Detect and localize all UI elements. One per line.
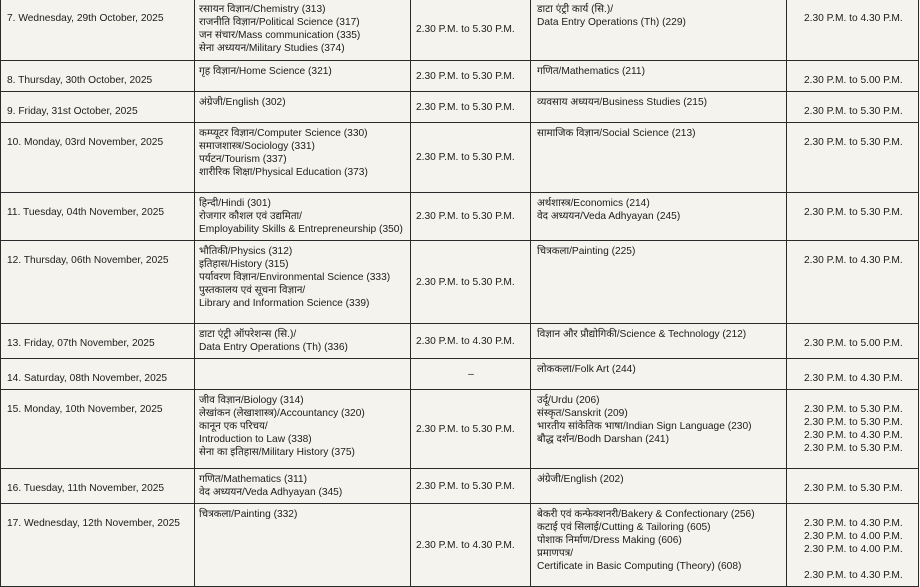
- exam-time-senior-secondary: 2.30 P.M. to 5.30 P.M.: [411, 61, 531, 92]
- exam-date: 14. Saturday, 08th November, 2025: [1, 359, 195, 390]
- subject-line: कानून एक परिचय/: [199, 421, 268, 432]
- subjects-secondary: [531, 241, 787, 324]
- exam-date: 17. Wednesday, 12th November, 2025: [1, 504, 195, 587]
- exam-time-senior-secondary: 2.30 P.M. to 5.30 P.M.: [411, 0, 531, 61]
- subject-line: राजनीति विज्ञान/Political Science (317): [199, 17, 360, 28]
- subjects-secondary: [531, 123, 787, 193]
- time-line: 2.30 P.M. to 4.00 P.M.: [804, 544, 903, 555]
- subject-line: विज्ञान और प्रौद्योगिकी/Science & Technology (212): [537, 329, 747, 340]
- exam-time-senior-secondary: 2.30 P.M. to 5.30 P.M.: [411, 123, 531, 193]
- exam-time-senior-secondary: 2.30 P.M. to 5.30 P.M.: [411, 92, 531, 123]
- table-row: [1, 193, 919, 241]
- exam-time-senior-secondary: 2.30 P.M. to 5.30 P.M.: [411, 469, 531, 504]
- time-line: 2.30 P.M. to 4.30 P.M.: [804, 373, 903, 384]
- subjects-senior-secondary: [195, 0, 411, 61]
- exam-date: 16. Tuesday, 11th November, 2025: [1, 469, 195, 504]
- table-row: [1, 324, 919, 359]
- subject-line: अंग्रेजी/English (202): [537, 474, 624, 485]
- subjects-secondary: [531, 92, 787, 123]
- subjects-senior-secondary: [195, 324, 411, 359]
- subject-line: जीव विज्ञान/Biology (314): [199, 395, 304, 406]
- subjects-senior-secondary: [195, 61, 411, 92]
- subject-line: वेद अध्ययन/Veda Adhyayan (345): [199, 487, 343, 498]
- subjects-senior-secondary: [195, 469, 411, 504]
- exam-time-secondary: [787, 359, 919, 390]
- table-row: [1, 390, 919, 469]
- subjects-senior-secondary: [195, 504, 411, 587]
- subject-line: पोशाक निर्माण/Dress Making (606): [537, 535, 682, 546]
- table-row: [1, 61, 919, 92]
- time-line: 2.30 P.M. to 5.30 P.M.: [804, 106, 903, 117]
- subject-line: हिन्दी/Hindi (301): [199, 198, 271, 209]
- time-line: 2.30 P.M. to 4.00 P.M.: [804, 531, 903, 542]
- subject-line: भौतिकी/Physics (312): [199, 246, 293, 257]
- subject-line: लेखांकन (लेखाशास्त्र)/Accountancy (320): [199, 408, 365, 419]
- subject-line: सामाजिक विज्ञान/Social Science (213): [537, 128, 696, 139]
- table-row: [1, 123, 919, 193]
- exam-date: 8. Thursday, 30th October, 2025: [1, 61, 195, 92]
- subject-line: चित्रकला/Painting (225): [537, 246, 636, 257]
- subject-line: डाटा एंट्री ऑपरेशन्स (सि.)/: [199, 329, 297, 340]
- subject-line: कम्प्यूटर विज्ञान/Computer Science (330): [199, 128, 368, 139]
- subject-line: जन संचार/Mass communication (335): [199, 30, 361, 41]
- subject-line: वेद अध्ययन/Veda Adhyayan (245): [537, 211, 681, 222]
- subject-line: गृह विज्ञान/Home Science (321): [199, 66, 332, 77]
- table-row: [1, 359, 919, 390]
- time-line: 2.30 P.M. to 5.30 P.M.: [804, 483, 903, 494]
- exam-time-senior-secondary: 2.30 P.M. to 4.30 P.M.: [411, 504, 531, 587]
- exam-date: 13. Friday, 07th November, 2025: [1, 324, 195, 359]
- subjects-secondary: [531, 193, 787, 241]
- subjects-secondary: [531, 0, 787, 61]
- subjects-senior-secondary: [195, 241, 411, 324]
- subject-line: प्रमाणपत्र/: [537, 548, 574, 559]
- exam-time-secondary: [787, 61, 919, 92]
- subjects-senior-secondary: [195, 92, 411, 123]
- subject-line: उर्दू/Urdu (206): [537, 395, 600, 406]
- exam-date: 12. Thursday, 06th November, 2025: [1, 241, 195, 324]
- subject-line: Certificate in Basic Computing (Theory) (608): [537, 561, 742, 572]
- subject-line: व्यवसाय अध्ययन/Business Studies (215): [537, 97, 707, 108]
- time-line: 2.30 P.M. to 4.30 P.M.: [804, 518, 903, 529]
- subjects-secondary: [531, 359, 787, 390]
- exam-date: 7. Wednesday, 29th October, 2025: [1, 0, 195, 61]
- exam-time-senior-secondary: 2.30 P.M. to 5.30 P.M.: [411, 390, 531, 469]
- subject-line: अर्थशास्त्र/Economics (214): [537, 198, 650, 209]
- subject-line: समाजशास्त्र/Sociology (331): [199, 141, 315, 152]
- subject-line: बेकरी एवं कन्फेक्शनरी/Bakery & Confectionary (256): [537, 509, 755, 520]
- time-line: 2.30 P.M. to 5.30 P.M.: [804, 443, 903, 454]
- subject-line: भारतीय सांकेतिक भाषा/Indian Sign Language (230): [537, 421, 752, 432]
- subjects-secondary: [531, 324, 787, 359]
- exam-date: 10. Monday, 03rd November, 2025: [1, 123, 195, 193]
- exam-time-secondary: [787, 0, 919, 61]
- subject-line: कटाई एवं सिलाई/Cutting & Tailoring (605): [537, 522, 711, 533]
- subject-line: पर्यावरण विज्ञान/Environmental Science (333): [199, 272, 391, 283]
- subject-line: गणित/Mathematics (211): [537, 66, 645, 77]
- exam-date: 11. Tuesday, 04th November, 2025: [1, 193, 195, 241]
- time-line: 2.30 P.M. to 5.00 P.M.: [804, 75, 903, 86]
- time-line: [804, 556, 914, 569]
- subject-line: डाटा एंट्री कार्य (सि.)/: [537, 4, 614, 15]
- subject-line: Library and Information Science (339): [199, 298, 370, 309]
- time-line: 2.30 P.M. to 5.30 P.M.: [804, 404, 903, 415]
- time-line: 2.30 P.M. to 5.00 P.M.: [804, 338, 903, 349]
- subject-line: चित्रकला/Painting (332): [199, 509, 298, 520]
- exam-time-senior-secondary: 2.30 P.M. to 5.30 P.M.: [411, 241, 531, 324]
- exam-time-secondary: [787, 123, 919, 193]
- exam-time-senior-secondary: 2.30 P.M. to 4.30 P.M.: [411, 324, 531, 359]
- exam-time-secondary: [787, 390, 919, 469]
- subject-line: रोजगार कौशल एवं उद्यमिता/: [199, 211, 302, 222]
- subject-line: सेना अध्ययन/Military Studies (374): [199, 43, 345, 54]
- subjects-senior-secondary: [195, 193, 411, 241]
- exam-time-senior-secondary: –: [411, 359, 531, 390]
- subjects-senior-secondary: [195, 390, 411, 469]
- table-row: [1, 504, 919, 587]
- exam-date: 9. Friday, 31st October, 2025: [1, 92, 195, 123]
- subject-line: पर्यटन/Tourism (337): [199, 154, 287, 165]
- exam-time-secondary: [787, 504, 919, 587]
- subject-line: अंग्रेजी/English (302): [199, 97, 286, 108]
- time-line: 2.30 P.M. to 4.30 P.M.: [804, 13, 903, 24]
- subject-line: Data Entry Operations (Th) (336): [199, 342, 348, 353]
- exam-time-secondary: [787, 193, 919, 241]
- table-row: [1, 469, 919, 504]
- subjects-senior-secondary: [195, 123, 411, 193]
- subject-line: Data Entry Operations (Th) (229): [537, 17, 686, 28]
- time-line: 2.30 P.M. to 4.30 P.M.: [804, 570, 903, 581]
- time-line: 2.30 P.M. to 4.30 P.M.: [804, 255, 903, 266]
- exam-time-senior-secondary: 2.30 P.M. to 5.30 P.M.: [411, 193, 531, 241]
- subjects-secondary: [531, 504, 787, 587]
- subject-line: लोककला/Folk Art (244): [537, 364, 636, 375]
- time-line: 2.30 P.M. to 5.30 P.M.: [804, 207, 903, 218]
- subject-line: बौद्ध दर्शन/Bodh Darshan (241): [537, 434, 669, 445]
- table-row: [1, 241, 919, 324]
- subject-line: इतिहास/History (315): [199, 259, 289, 270]
- subjects-secondary: [531, 469, 787, 504]
- exam-time-secondary: [787, 92, 919, 123]
- exam-time-secondary: [787, 324, 919, 359]
- subject-line: Introduction to Law (338): [199, 434, 312, 445]
- subject-line: गणित/Mathematics (311): [199, 474, 307, 485]
- time-line: 2.30 P.M. to 4.30 P.M.: [804, 430, 903, 441]
- subject-line: Employability Skills & Entrepreneurship (350): [199, 224, 403, 235]
- subjects-senior-secondary: [195, 359, 411, 390]
- exam-time-secondary: [787, 469, 919, 504]
- exam-time-secondary: [787, 241, 919, 324]
- time-line: 2.30 P.M. to 5.30 P.M.: [804, 137, 903, 148]
- time-line: 2.30 P.M. to 5.30 P.M.: [804, 417, 903, 428]
- subjects-secondary: [531, 61, 787, 92]
- subject-line: सेना का इतिहास/Military History (375): [199, 447, 355, 458]
- subjects-secondary: [531, 390, 787, 469]
- table-row: [1, 92, 919, 123]
- table-row: [1, 0, 919, 61]
- subject-line: पुस्तकालय एवं सूचना विज्ञान/: [199, 285, 306, 296]
- subject-line: संस्कृत/Sanskrit (209): [537, 408, 628, 419]
- subject-line: शारीरिक शिक्षा/Physical Education (373): [199, 167, 368, 178]
- subject-line: रसायन विज्ञान/Chemistry (313): [199, 4, 326, 15]
- exam-date: 15. Monday, 10th November, 2025: [1, 390, 195, 469]
